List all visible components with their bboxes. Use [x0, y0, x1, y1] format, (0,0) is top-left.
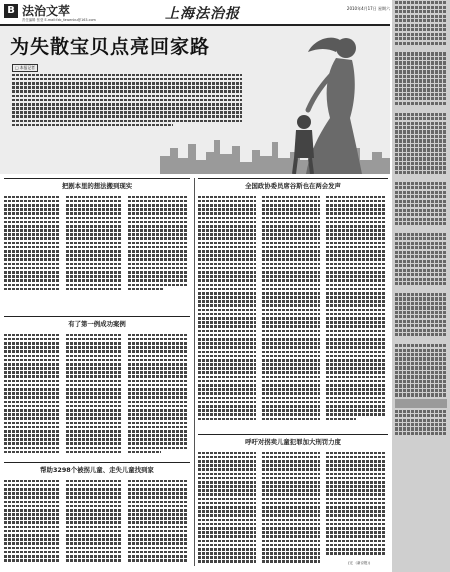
issue-date: 2010年4月17日 星期六 [346, 6, 390, 11]
article-stage-to-reality [4, 178, 190, 310]
article-rule [198, 178, 388, 179]
section-title: 法治文萃 [22, 4, 71, 18]
article-cppcc-member [198, 178, 388, 430]
adjacent-page-strip [392, 0, 450, 572]
mother-and-child-silhouette [270, 26, 388, 174]
article-title: 有了第一例成功案例 [68, 319, 126, 328]
article-title: 呼吁对拐卖儿童犯罪加大刑罚力度 [245, 437, 341, 446]
article-harsher-penalties [198, 434, 388, 570]
hero-banner [0, 26, 390, 174]
article-first-success [4, 316, 190, 458]
lead-paragraph [12, 72, 242, 128]
article-title: 把剧本里的想法搬到现实 [61, 181, 133, 190]
article-rule [4, 462, 190, 463]
column-divider [194, 178, 195, 566]
hero-title: 为失散宝贝点亮回家路 [10, 36, 211, 58]
section-letter: B [4, 4, 18, 18]
article-3298-children [4, 462, 190, 570]
section-editor-line: 责任编辑 张莹 E-mail:fzb_fawenbu@163.com [22, 18, 96, 22]
article-rule [4, 316, 190, 317]
article-title: 全国政协委员席谷斯也在两会发声 [245, 181, 341, 190]
masthead: 上海法治报 [165, 6, 240, 22]
article-rule [4, 178, 190, 179]
article-rule [198, 434, 388, 435]
byline: □ 本报记者 [12, 64, 38, 72]
article-title: 帮助3298个被拐儿童、走失儿童找到家 [40, 465, 154, 474]
article-credit: (完 《新京报》) [348, 561, 371, 565]
